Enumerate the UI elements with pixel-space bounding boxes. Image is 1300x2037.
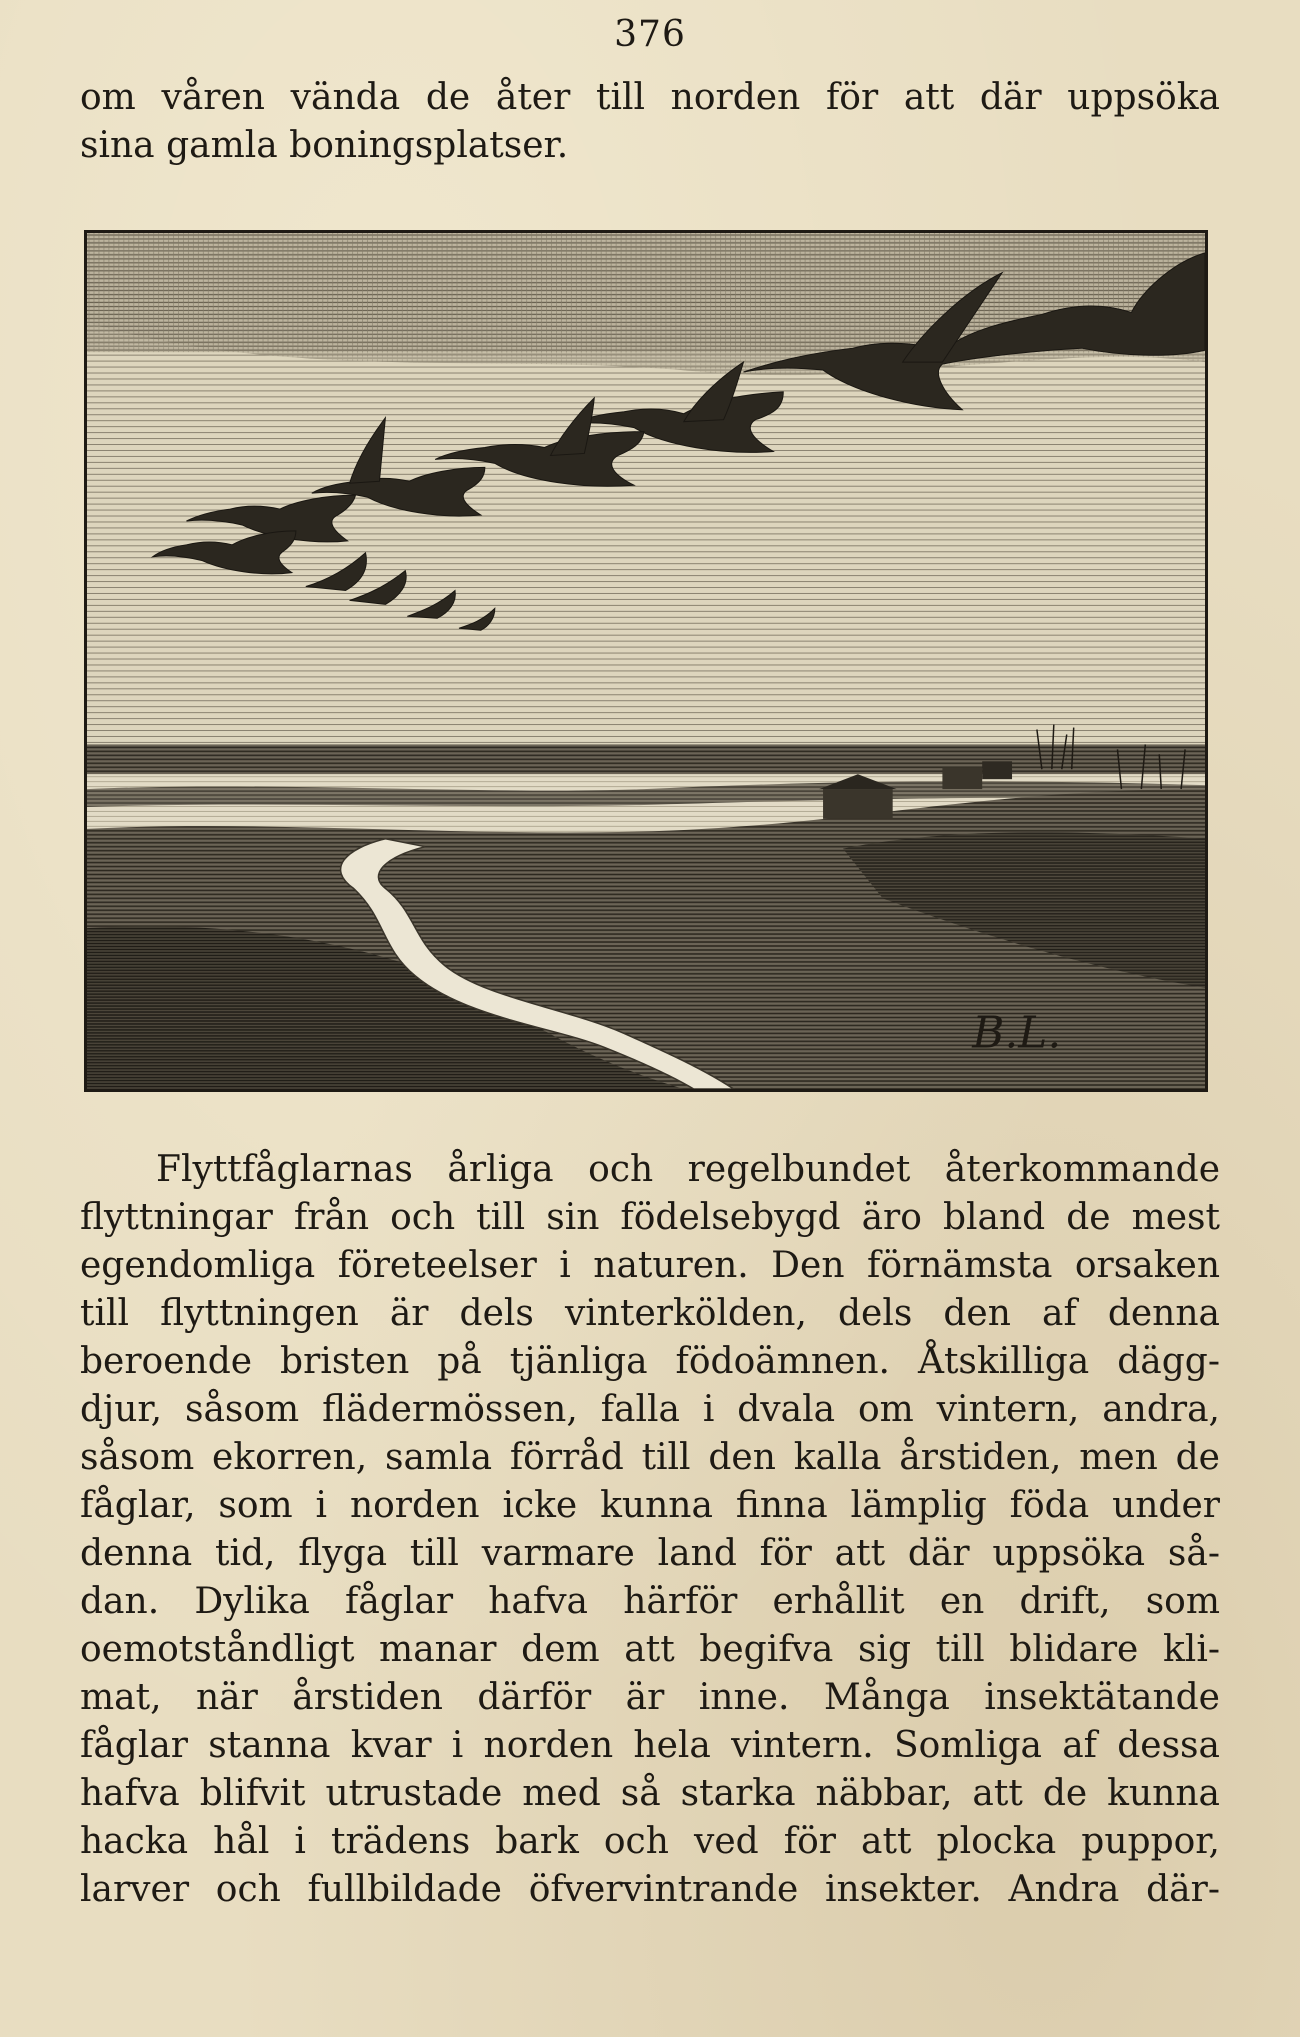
body-paragraph <box>80 1146 1220 1914</box>
cloud-shape <box>87 233 1205 375</box>
engraving-illustration <box>84 230 1208 1092</box>
geese-landscape-engraving <box>87 233 1205 1089</box>
text-line: Flyttfåglarnas årliga och regelbundet återkommande <box>156 1149 1220 1190</box>
text-line: om våren vända de åter till norden för att där uppsöka <box>80 77 1220 118</box>
intro-paragraph <box>80 74 1220 170</box>
text-line: denna tid, flyga till varmare land för att där uppsöka så- <box>80 1533 1220 1574</box>
text-line: fåglar stanna kvar i norden hela vintern. Somliga af dessa <box>80 1725 1220 1766</box>
text-line: oemotståndligt manar dem att begifva sig till blidare kli- <box>80 1629 1220 1670</box>
text-line: egendomliga företeelser i naturen. Den förnämsta orsaken <box>80 1245 1220 1286</box>
text-line: till flyttningen är dels vinterkölden, dels den af denna <box>80 1293 1220 1334</box>
text-line: sina gamla boningsplatser. <box>80 125 569 166</box>
text-line: larver och fullbildade öfvervintrande insekter. Andra där- <box>80 1869 1220 1910</box>
text-line: hacka hål i trädens bark och ved för att plocka puppor, <box>80 1821 1220 1862</box>
text-line: djur, såsom flädermössen, falla i dvala om vintern, andra, <box>80 1389 1220 1430</box>
text-line: fåglar, som i norden icke kunna finna lämplig föda under <box>80 1485 1220 1526</box>
page-number: 376 <box>614 14 686 55</box>
text-line: dan. Dylika fåglar hafva härför erhållit en drift, som <box>80 1581 1220 1622</box>
text-line: mat, när årstiden därför är inne. Många insektätande <box>80 1677 1220 1718</box>
text-line: såsom ekorren, samla förråd till den kalla årstiden, men de <box>80 1437 1220 1478</box>
far-shore <box>87 744 1205 774</box>
text-line: beroende bristen på tjänliga födoämnen. Åtskilliga dägg- <box>80 1341 1220 1382</box>
text-line: flyttningar från och till sin födelsebygd äro bland de mest <box>80 1197 1220 1238</box>
text-line: hafva blifvit utrustade med så starka näbbar, att de kunna <box>80 1773 1220 1814</box>
artist-signature: B.L. <box>972 1007 1062 1059</box>
